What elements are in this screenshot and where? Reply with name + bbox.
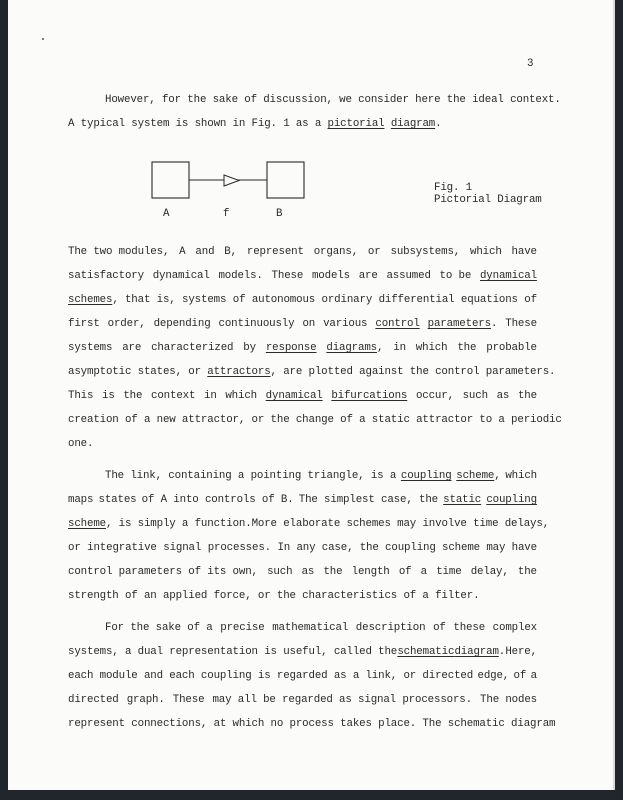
para1-line-5: systems are characterized by response diagrams, in which the probable [68,342,537,354]
para2-line-6: strength of an applied force, or the characteristics of a filter. [68,590,480,602]
page-number: 3 [527,58,534,70]
para3-line-5: represent connections, at which no process takes place. The schematic diagram [68,718,556,730]
para2-line-5: control parameters of its own, such as the length of a time delay, the [68,566,537,578]
label-a: A [163,208,170,220]
para3-line-1: For the sake of a precise mathematical description of these complex [105,622,537,634]
para1-line-1: The two modules, A and B, represent organs, or subsystems, which have [68,246,537,258]
module-a-box [152,162,189,198]
para2-line-3: scheme, is simply a function. More elaborate schemes may involve time delays, [68,518,550,530]
intro-line-1: However, for the sake of discussion, we consider here the ideal context. [105,94,561,106]
para2-line-4: or integrative signal processes. In any case, the coupling scheme may have [68,542,537,554]
para3-line-2: systems, a dual representation is useful, called the schematic diagram. Here, [68,646,537,658]
para1-line-9: one. [68,438,94,450]
para3-line-4: directed graph. These may all be regarded as signal processors. The nodes [68,694,537,706]
figure-caption-number: Fig. 1 [434,182,472,194]
para1-line-2: satisfactory dynamical models. These models are assumed to be dynamical [68,270,537,282]
pointing-triangle [224,175,239,186]
para1-line-8: creation of a new attractor, or the change of a static attractor to a periodic [68,414,562,426]
para1-line-7: This is the context in which dynamical bifurcations occur, such as the [68,390,537,402]
module-b-box [267,162,304,198]
para2-line-2: maps states of A into controls of B. The simplest case, the static coupling [68,494,537,506]
label-b: B [276,208,283,220]
para3-line-3: each module and each coupling is regarded as a link, or directed edge, of a [68,670,537,682]
figure-caption-title: Pictorial Diagram [434,194,542,206]
para1-line-4: first order, depending continuously on various control parameters. These [68,318,537,330]
para1-line-3: schemes, that is, systems of autonomous ordinary differential equations of [68,294,537,306]
para1-line-6: asymptotic states, or attractors, are plotted against the control parameters. [68,366,556,378]
intro-line-2: A typical system is shown in Fig. 1 as a pictorial diagram. [68,118,442,130]
label-f: f [223,208,230,220]
para2-line-1: The link, containing a pointing triangle, is a coupling scheme, which [105,470,537,482]
